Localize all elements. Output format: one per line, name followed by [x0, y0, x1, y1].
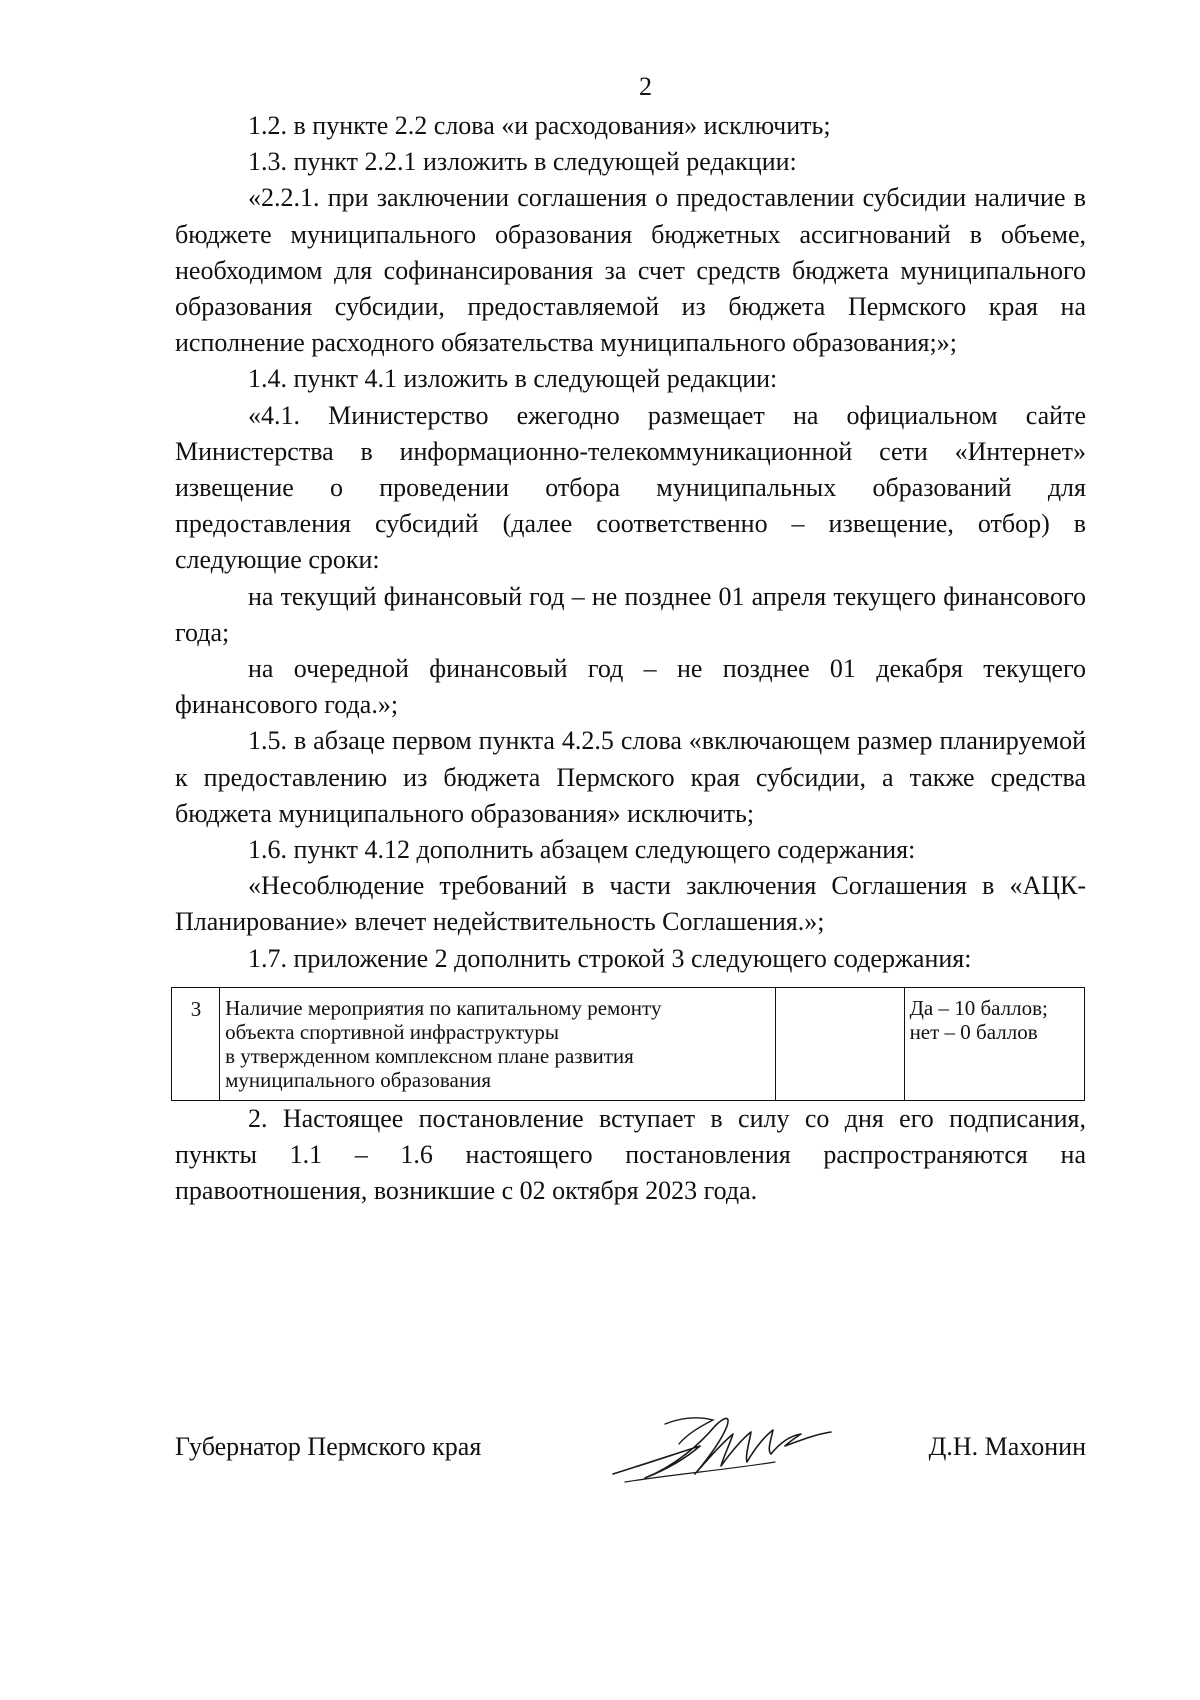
table-row [172, 987, 1085, 1100]
signature-block [175, 1420, 1086, 1510]
description-line: муниципального образования [225, 1067, 491, 1092]
paragraph-4-1-quote: «4.1. Министерство ежегодно размещает на официальном сайте Министерства в информационно-телекоммуникационной сети «Интернет» извещение о проведении отбора муниципальных образований для предоставления субсидий (далее соответственно – извещение, отбор) в следующие сроки: [175, 400, 1086, 575]
paragraph-2-effective: 2. Настоящее постановление вступает в силу со дня его подписания, пункты 1.1 – 1.6 настоящего постановления распространяются на правоотношения, возникшие с 02 октября 2023 года. [175, 1103, 1086, 1206]
signatory-name: Д.Н. Махонин [928, 1432, 1086, 1461]
page-number: 2 [639, 72, 652, 101]
score-line: нет – 0 баллов [909, 1019, 1038, 1044]
paragraph-1-7: 1.7. приложение 2 дополнить строкой 3 следующего содержания: [248, 943, 972, 973]
handwritten-signature-icon [605, 1404, 835, 1494]
score-line: Да – 10 баллов; [909, 995, 1048, 1020]
paragraph-current-year: на текущий финансовый год – не позднее 01 апреля текущего финансового года; [175, 581, 1086, 647]
paragraph-1-5: 1.5. в абзаце первом пункта 4.2.5 слова «включающем размер планируемой к предоставлению из бюджета Пермского края субсидии, а также средства бюджета муниципального образования» исключить; [175, 726, 1086, 828]
paragraph-next-year: на очередной финансовый год – не позднее 01 декабря текущего финансового года.»; [175, 654, 1086, 720]
row-score-cell [904, 987, 1084, 1100]
row-empty-cell [776, 987, 904, 1100]
paragraph-2-2-1-quote: «2.2.1. при заключении соглашения о предоставлении субсидии наличие в бюджете муниципального образования бюджетных ассигнований в объеме, необходимом для софинансирования за счет средств бюджета муниципального образования субсидии, предоставляемой из бюджета Пермского края на исполнение расходного обязательства муниципального образования;»; [175, 183, 1086, 358]
paragraph-1-4: 1.4. пункт 4.1 изложить в следующей редакции: [248, 364, 778, 394]
signatory-title: Губернатор Пермского края [175, 1432, 482, 1461]
description-line: в утвержденном комплексном плане развития [225, 1043, 634, 1068]
paragraph-1-2: 1.2. в пункте 2.2 слова «и расходования» исключить; [248, 111, 831, 140]
paragraph-1-6: 1.6. пункт 4.12 дополнить абзацем следующего содержания: [248, 835, 916, 865]
paragraph-4-12-quote: «Несоблюдение требований в части заключения Соглашения в «АЦК-Планирование» влечет недействительность Соглашения.»; [175, 871, 1086, 937]
row-description-cell [220, 987, 776, 1100]
appendix-row-table [171, 987, 1085, 1101]
paragraph-1-3: 1.3. пункт 2.2.1 изложить в следующей редакции: [248, 147, 797, 177]
document-body [175, 108, 1086, 1209]
row-number-cell: 3 [172, 987, 220, 1100]
description-line: Наличие мероприятия по капитальному ремонту [225, 995, 662, 1020]
description-line: объекта спортивной инфраструктуры [225, 1019, 560, 1044]
